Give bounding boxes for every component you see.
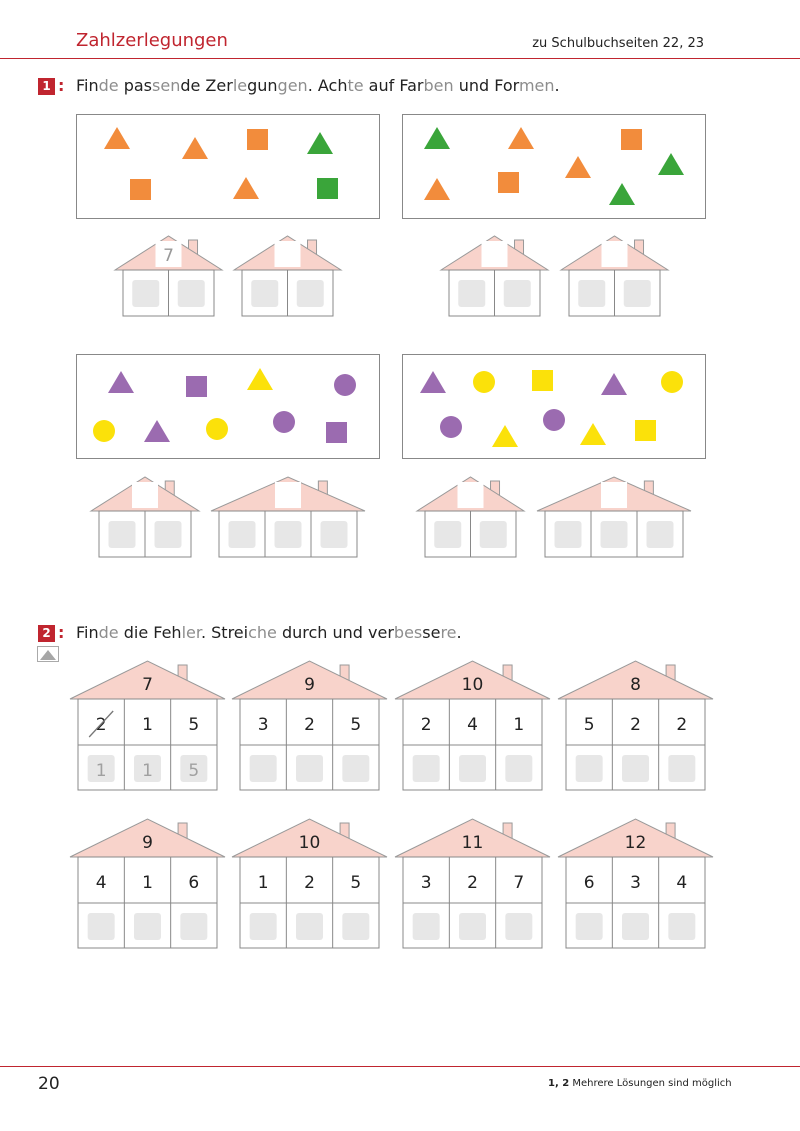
syllable: Fin: [76, 623, 99, 642]
footer-rule: [0, 1066, 800, 1067]
syllable: bes: [393, 623, 423, 642]
answer-box[interactable]: [668, 913, 695, 940]
answer-box[interactable]: [601, 521, 628, 548]
cell-number: 2: [420, 715, 432, 735]
syllable: die Feh: [118, 623, 182, 642]
syllable: che: [248, 623, 277, 642]
cell-number: 2: [304, 715, 315, 735]
cell-number: 6: [583, 873, 595, 893]
cell-number: 7: [513, 873, 525, 893]
answer-box[interactable]: [178, 280, 205, 307]
example-roof-number: 7: [163, 246, 174, 266]
answer-box[interactable]: [132, 280, 159, 307]
answer-box[interactable]: [622, 913, 649, 940]
answer-box[interactable]: [251, 280, 278, 307]
roof-answer-box[interactable]: [458, 482, 484, 508]
syllable: sen: [152, 76, 181, 95]
book-reference: zu Schulbuchseiten 22, 23: [532, 36, 704, 51]
empty-number-house: [441, 236, 548, 316]
example-answer: 1: [95, 761, 107, 781]
answer-box[interactable]: [413, 755, 440, 782]
syllable: gun: [247, 76, 278, 95]
syllable: men: [518, 76, 555, 95]
answer-box[interactable]: [555, 521, 582, 548]
answer-box[interactable]: [321, 521, 348, 548]
number-house: [70, 819, 225, 948]
task-2-instruction: [76, 623, 462, 642]
cell-number: 4: [95, 873, 107, 893]
cell-number: 1: [142, 873, 153, 893]
cell-number: 3: [257, 715, 269, 735]
answer-box[interactable]: [109, 521, 136, 548]
syllable: durch und ver: [276, 623, 394, 642]
answer-box[interactable]: [578, 280, 605, 307]
answer-box[interactable]: [275, 521, 302, 548]
cell-number: 2: [467, 873, 478, 893]
example-answer: 1: [142, 761, 153, 781]
empty-number-house: [537, 477, 691, 557]
answer-box[interactable]: [180, 913, 207, 940]
empty-number-house: [211, 477, 365, 557]
syllable: le: [232, 76, 248, 95]
syllable: ler: [181, 623, 201, 642]
task-2-colon: :: [58, 623, 65, 642]
empty-number-house: [417, 477, 524, 557]
footnote: [548, 1078, 732, 1089]
answer-box[interactable]: [668, 755, 695, 782]
cell-number: 5: [583, 715, 595, 735]
cell-number: 5: [350, 873, 362, 893]
syllable: und For: [453, 76, 519, 95]
cell-number: 6: [188, 873, 200, 893]
syllable: de: [98, 623, 119, 642]
roof-answer-box[interactable]: [601, 482, 627, 508]
syllable: .: [554, 76, 560, 95]
empty-number-house: [91, 477, 199, 557]
number-house: [558, 819, 713, 948]
number-house: [70, 661, 225, 790]
empty-number-house: [115, 236, 222, 316]
answer-box[interactable]: [480, 521, 507, 548]
answer-box[interactable]: [647, 521, 674, 548]
syllable: de Zer: [180, 76, 233, 95]
answer-box[interactable]: [250, 755, 277, 782]
syllable: re: [440, 623, 457, 642]
cell-number: 3: [630, 873, 641, 893]
roof-number: 7: [142, 675, 153, 695]
footnote-tasks: 1, 2: [548, 1078, 570, 1089]
roof-number: 9: [142, 833, 153, 853]
cell-number: 1: [513, 715, 525, 735]
roof-answer-box[interactable]: [482, 241, 508, 267]
answer-box[interactable]: [134, 913, 161, 940]
cell-number: 2: [630, 715, 641, 735]
answer-box[interactable]: [459, 913, 486, 940]
syllable: se: [422, 623, 441, 642]
roof-number: 10: [298, 833, 321, 853]
answer-box[interactable]: [504, 280, 531, 307]
cell-number: 4: [467, 715, 478, 735]
empty-number-house: [234, 236, 341, 316]
roof-answer-box[interactable]: [602, 241, 628, 267]
roof-number: 10: [461, 675, 484, 695]
syllable: Fin: [76, 76, 99, 95]
cell-number: 2: [304, 873, 315, 893]
cell-number: 5: [188, 715, 200, 735]
answer-box[interactable]: [459, 755, 486, 782]
roof-answer-box[interactable]: [275, 482, 301, 508]
answer-box[interactable]: [342, 755, 369, 782]
answer-box[interactable]: [155, 521, 182, 548]
cell-number: 4: [676, 873, 688, 893]
roof-number: 9: [304, 675, 315, 695]
syllable: ben: [423, 76, 454, 95]
gray-triangle-icon: [37, 646, 59, 662]
number-house: [232, 819, 387, 948]
task-1-badge: 1: [38, 78, 55, 95]
answer-box[interactable]: [622, 755, 649, 782]
answer-box[interactable]: [458, 280, 485, 307]
cell-number: 2: [676, 715, 688, 735]
syllable: te: [347, 76, 364, 95]
answer-box[interactable]: [576, 755, 603, 782]
answer-box[interactable]: [296, 755, 323, 782]
answer-box[interactable]: [413, 913, 440, 940]
footnote-text: Mehrere Lösungen sind möglich: [569, 1078, 732, 1089]
syllable: .: [456, 623, 462, 642]
number-house: [232, 661, 387, 790]
cell-number: 1: [257, 873, 269, 893]
syllable: pas: [118, 76, 153, 95]
syllable: gen: [277, 76, 308, 95]
answer-box[interactable]: [297, 280, 324, 307]
syllable: . Strei: [200, 623, 249, 642]
roof-number: 8: [630, 675, 641, 695]
task-2-badge: 2: [38, 625, 55, 642]
answer-box[interactable]: [505, 755, 532, 782]
cell-number: 1: [142, 715, 153, 735]
answer-box[interactable]: [88, 913, 115, 940]
roof-number: 12: [624, 833, 647, 853]
syllable: de: [98, 76, 119, 95]
answer-box[interactable]: [296, 913, 323, 940]
answer-box[interactable]: [434, 521, 461, 548]
syllable: auf Far: [363, 76, 424, 95]
answer-box[interactable]: [229, 521, 256, 548]
task-1-colon: :: [58, 76, 65, 95]
roof-number: 11: [461, 833, 484, 853]
cell-number: 5: [350, 715, 362, 735]
page-number: 20: [38, 1074, 60, 1094]
answer-box[interactable]: [576, 913, 603, 940]
number-house: [395, 819, 550, 948]
number-house: [395, 661, 550, 790]
roof-answer-box[interactable]: [275, 241, 301, 267]
page-title: Zahlzerlegungen: [76, 30, 228, 51]
answer-box[interactable]: [250, 913, 277, 940]
cell-number: 2: [95, 715, 107, 735]
roof-answer-box[interactable]: [132, 482, 158, 508]
example-answer: 5: [188, 761, 200, 781]
number-house: [558, 661, 713, 790]
cell-number: 3: [420, 873, 432, 893]
answer-box[interactable]: [342, 913, 369, 940]
empty-number-house: [561, 236, 668, 316]
syllable: . Ach: [307, 76, 348, 95]
answer-box[interactable]: [624, 280, 651, 307]
answer-box[interactable]: [505, 913, 532, 940]
